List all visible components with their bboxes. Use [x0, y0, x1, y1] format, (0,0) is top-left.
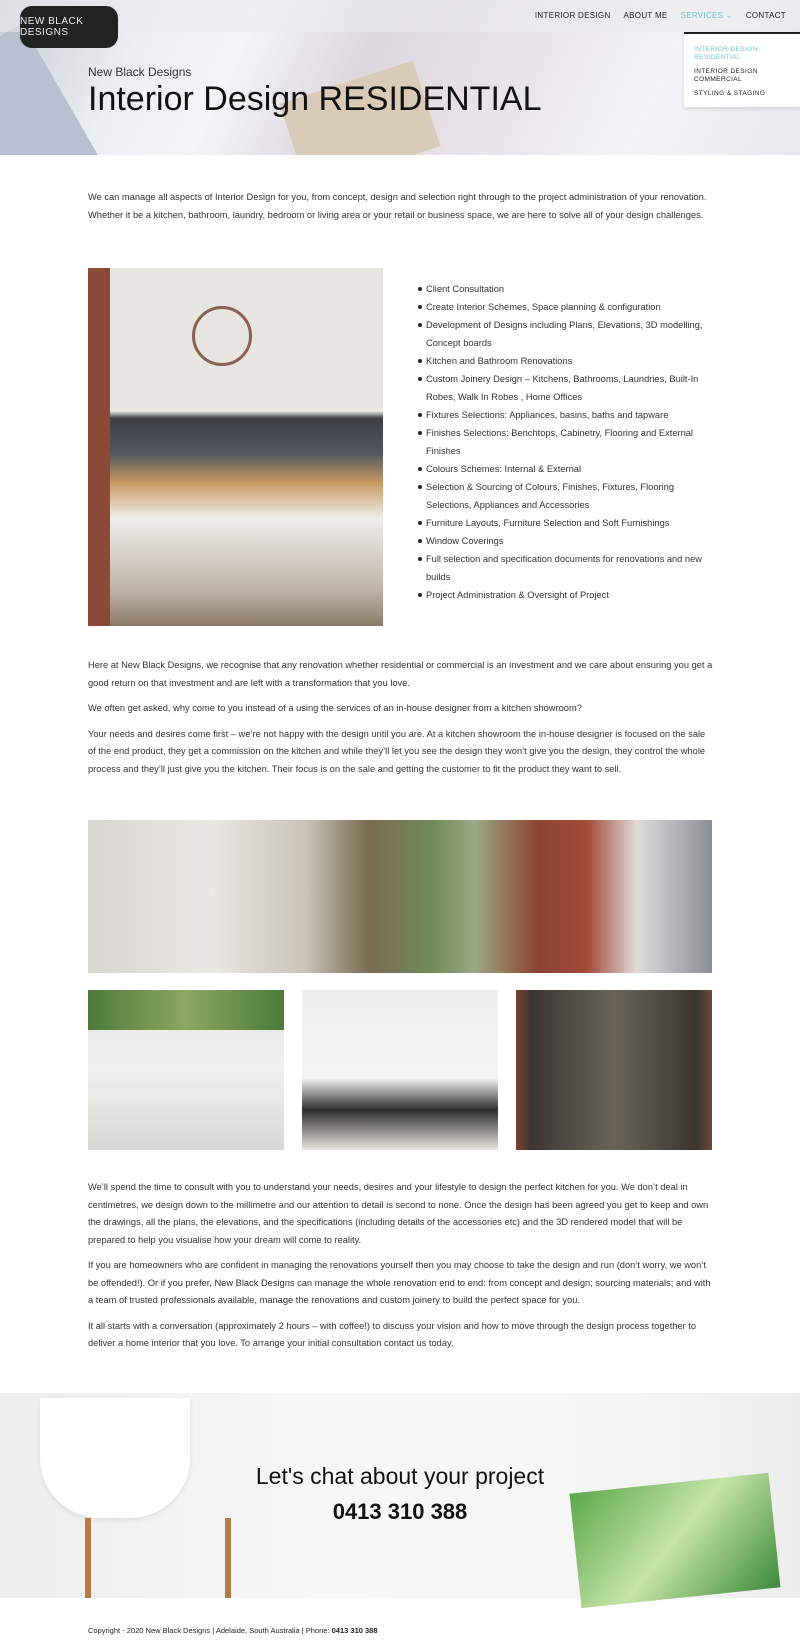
- cta-phone[interactable]: 0413 310 388: [332, 1499, 468, 1524]
- paragraph: Your needs and desires come first – we’re not happy with the design until you are. At a kitchen showroom the in-house designer is focused on the sale of the end product, they get a commission on the kitchen and while they’ll let you see the design they won’t give you the design, they control the whole process and they’ll just give you the kitchen. Their focus is on the sale and getting the customer to fit the product they want to sell.: [88, 728, 706, 774]
- page-title: Interior Design RESIDENTIAL: [88, 80, 542, 118]
- service-item: Client Consultation: [418, 280, 718, 298]
- service-item: Finishes Selections: Benchtops, Cabinetry, Flooring and External Finishes: [418, 424, 718, 460]
- kitchen-wide-photo: [88, 820, 712, 973]
- nav-about-me[interactable]: ABOUT ME: [623, 11, 668, 20]
- service-item: Custom Joinery Design – Kitchens, Bathrooms, Laundries, Built-In Robes, Walk In Robes , Home Offices: [418, 370, 718, 406]
- nav-services[interactable]: SERVICES ⌄: [680, 11, 733, 20]
- bookshelf-photo: [516, 990, 712, 1150]
- services-list: [418, 280, 718, 604]
- footer: [88, 1626, 378, 1635]
- service-item: Window Coverings: [418, 532, 718, 550]
- dropdown-commercial[interactable]: INTERIOR DESIGN COMMERCIAL: [694, 68, 758, 83]
- service-item: Full selection and specification documents for renovations and new builds: [418, 550, 718, 586]
- main-nav: [535, 11, 786, 20]
- footer-text: Copyright - 2020 New Black Designs | Adelaide, South Australia | Phone:: [88, 1626, 332, 1635]
- dropdown-styling[interactable]: STYLING & STAGING: [694, 90, 766, 97]
- service-item: Create Interior Schemes, Space planning & configuration: [418, 298, 718, 316]
- paragraph: Here at New Black Designs, we recognise that any renovation whether residential or commercial is an investment and we care about ensuring you get a good return on that investment and are left with a transformation that you love.: [88, 660, 713, 688]
- paragraph: If you are homeowners who are confident in managing the renovations yourself then you may choose to take the design and run (don’t worry, we won’t be offended!). Or if you prefer, New Black Designs can manage the whole renovation end to end: from concept and design; sourcing materials; and with a team of trusted professionals available, manage the renovations and custom joinery to build the perfect space for you.: [88, 1260, 711, 1305]
- chair-leg: [85, 1518, 91, 1598]
- service-item: Colours Schemes: Internal & External: [418, 460, 718, 478]
- hero-subtitle: New Black Designs: [88, 65, 192, 79]
- service-item: Kitchen and Bathroom Renovations: [418, 352, 718, 370]
- service-item: Development of Designs including Plans, Elevations, 3D modelling, Concept boards: [418, 316, 718, 352]
- paragraph: We’ll spend the time to consult with you to understand your needs, desires and your lifestyle to design the perfect kitchen for you. We don’t deal in centimetres, we design down to the millimetre and our attention to detail is second to none. Once the design has been agreed you get to keep and own the drawings, all the plans, the elevations, and the specifications (including details of the accessories etc) and the 3D rendered model that will be prepared to help you visualise how your dream will come to reality.: [88, 1182, 709, 1245]
- nav-contact[interactable]: CONTACT: [745, 11, 786, 20]
- body-text-2: [88, 1179, 714, 1361]
- footer-phone[interactable]: 0413 310 388: [331, 1626, 378, 1635]
- bathroom-photo: [302, 990, 498, 1150]
- cushion-image: [570, 1473, 781, 1608]
- intro-text: We can manage all aspects of Interior Design for you, from concept, design and selection right through to the project administration of your renovation. Whether it be a kitchen, bathroom, laundry, bedroom or living area or your retail or business space, we are here to solve all of your design challenges.: [88, 192, 707, 220]
- cta-heading: Let's chat about your project: [255, 1463, 545, 1489]
- paragraph: It all starts with a conversation (approximately 2 hours – with coffee!) to discuss your vision and how to move through the design process together to deliver a home interior that you love. To arrange your initial consultation contact us today.: [88, 1320, 697, 1348]
- logo[interactable]: NEW BLACK DESIGNS: [20, 6, 118, 48]
- chair-leg: [225, 1518, 231, 1598]
- nav-interior-design[interactable]: INTERIOR DESIGN: [534, 11, 611, 20]
- dropdown-residential[interactable]: INTERIOR DESIGN RESIDENTIAL: [694, 46, 758, 61]
- service-item: Fixtures Selections: Appliances, basins, baths and tapware: [418, 406, 718, 424]
- service-item: Project Administration & Oversight of Project: [418, 586, 718, 604]
- kitchen-dining-photo: [88, 268, 383, 626]
- paragraph: We often get asked, why come to you instead of a using the services of an in-house designer from a kitchen showroom?: [88, 703, 582, 713]
- services-dropdown: [684, 32, 800, 107]
- service-item: Furniture Layouts, Furniture Selection and Soft Furnishings: [418, 514, 718, 532]
- service-item: Selection & Sourcing of Colours, Finishes, Fixtures, Flooring Selections, Appliances and Accessories: [418, 478, 718, 514]
- body-text-1: [88, 657, 714, 786]
- contact-cta: [0, 1393, 800, 1598]
- shelves-photo: [88, 990, 284, 1150]
